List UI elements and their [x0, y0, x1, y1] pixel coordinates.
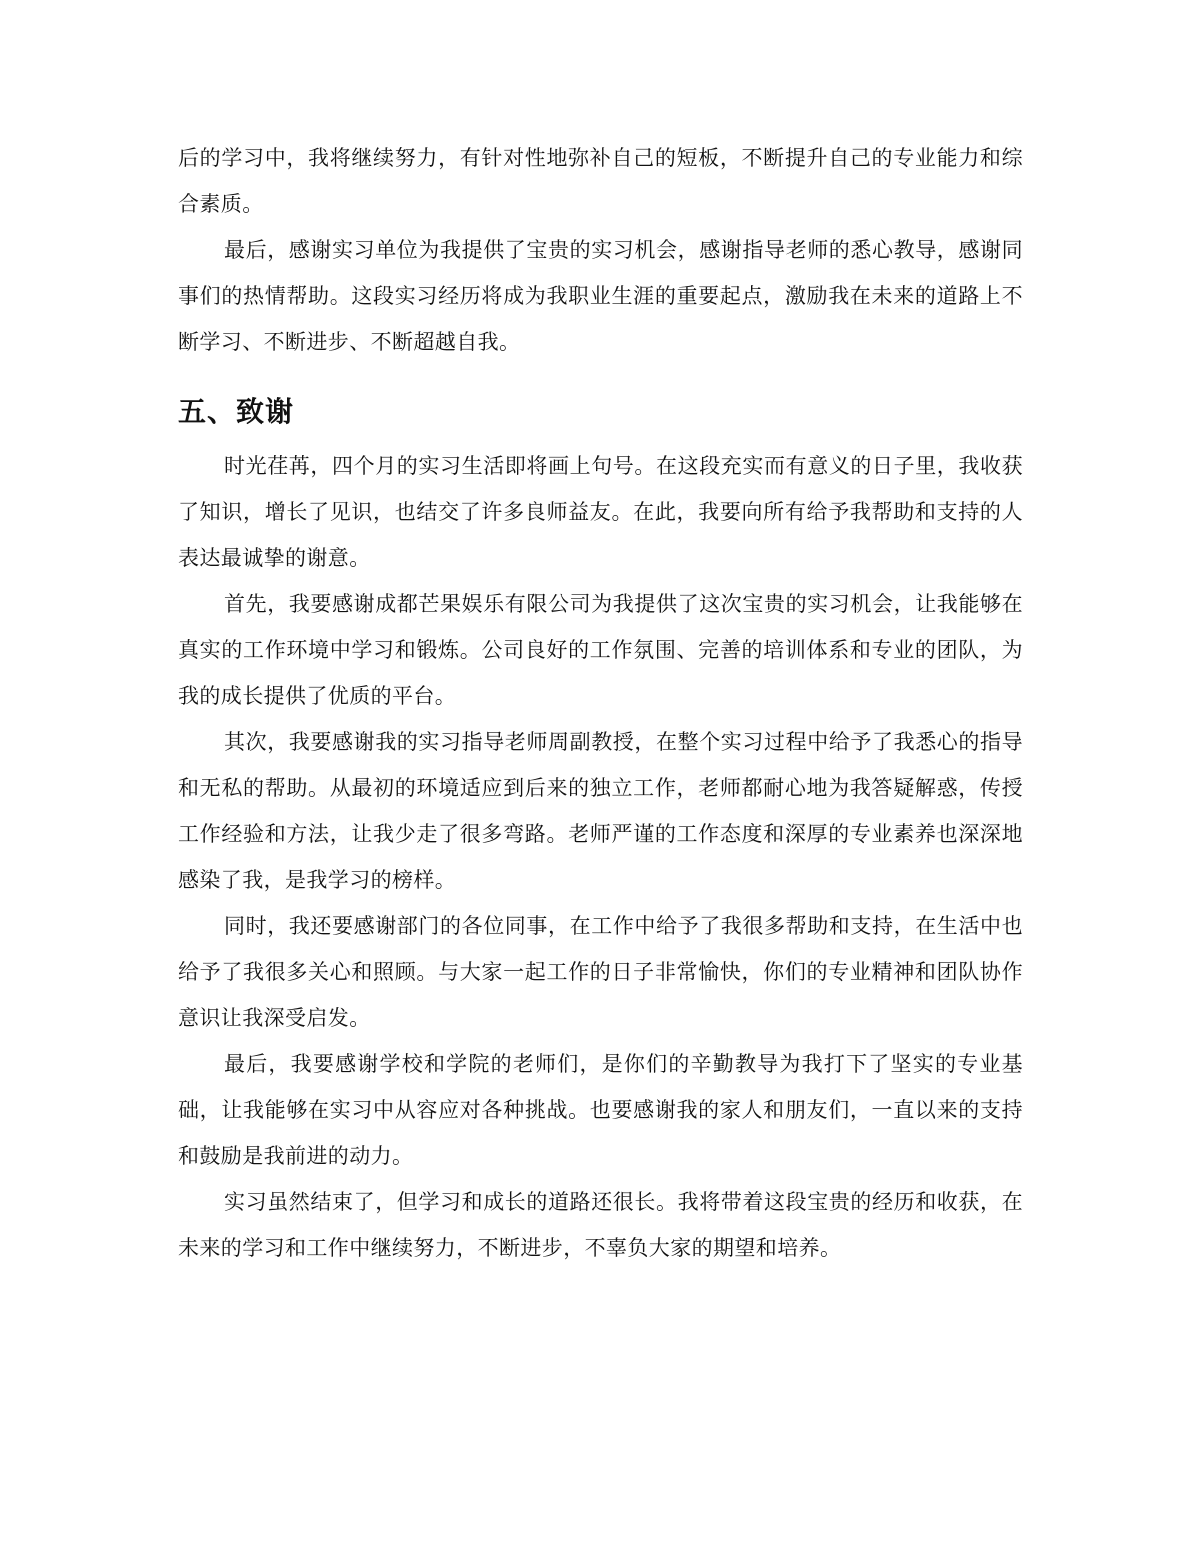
paragraph-intro: 时光荏苒，四个月的实习生活即将画上句号。在这段充实而有意义的日子里，我收获了知识，增长了见识，也结交了许多良师益友。在此，我要向所有给予我帮助和支持的人表达最诚挚的谢意。 — [178, 454, 1023, 570]
document-page — [178, 135, 1023, 1271]
paragraph-closing: 最后，感谢实习单位为我提供了宝贵的实习机会，感谢指导老师的悉心教导，感谢同事们的热情帮助。这段实习经历将成为我职业生涯的重要起点，激励我在未来的道路上不断学习、不断进步、不断超越自我。 — [178, 238, 1023, 354]
paragraph-conclusion: 实习虽然结束了，但学习和成长的道路还很长。我将带着这段宝贵的经历和收获，在未来的学习和工作中继续努力，不断进步，不辜负大家的期望和培养。 — [178, 1190, 1023, 1260]
paragraph-thanks-colleagues: 同时，我还要感谢部门的各位同事，在工作中给予了我很多帮助和支持，在生活中也给予了我很多关心和照顾。与大家一起工作的日子非常愉快，你们的专业精神和团队协作意识让我深受启发。 — [178, 914, 1023, 1030]
paragraph-thanks-company: 首先，我要感谢成都芒果娱乐有限公司为我提供了这次宝贵的实习机会，让我能够在真实的工作环境中学习和锻炼。公司良好的工作氛围、完善的培训体系和专业的团队，为我的成长提供了优质的平台。 — [178, 592, 1023, 708]
paragraph-continued: 后的学习中，我将继续努力，有针对性地弥补自己的短板，不断提升自己的专业能力和综合素质。 — [178, 146, 1023, 216]
paragraph-thanks-school-family: 最后，我要感谢学校和学院的老师们，是你们的辛勤教导为我打下了坚实的专业基础，让我能够在实习中从容应对各种挑战。也要感谢我的家人和朋友们，一直以来的支持和鼓励是我前进的动力。 — [178, 1052, 1023, 1168]
section-heading-acknowledgements: 五、致谢 — [178, 395, 295, 428]
paragraph-thanks-advisor: 其次，我要感谢我的实习指导老师周副教授，在整个实习过程中给予了我悉心的指导和无私的帮助。从最初的环境适应到后来的独立工作，老师都耐心地为我答疑解惑，传授工作经验和方法，让我少走了很多弯路。老师严谨的工作态度和深厚的专业素养也深深地感染了我，是我学习的榜样。 — [178, 730, 1023, 892]
